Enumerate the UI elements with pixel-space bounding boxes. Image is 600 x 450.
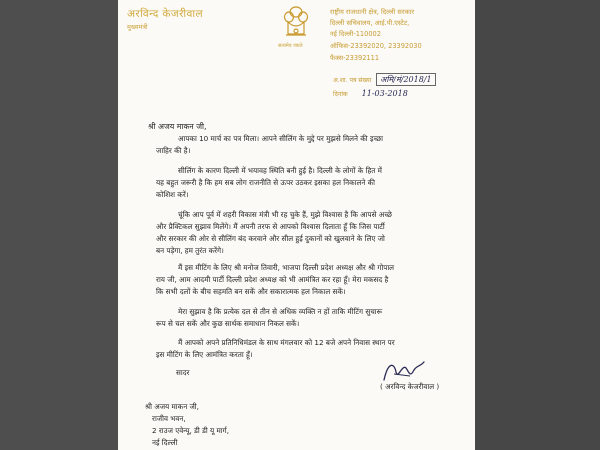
body-line: मैं आपको अपने प्रतिनिधिमंडल के साथ मंगलवार को 12 बजे अपने निवास स्थान पर [178,338,395,347]
body-line: रूप से चल सकें और कुछ सार्थक समाधान निकल सकें। [156,319,300,328]
letterhead-title: मुख्यमंत्री [127,23,148,31]
body-line: बन पड़ेगा, हम तुरंत करेंगे। [156,246,224,255]
reference-number [333,73,436,86]
recipient-address-line: नई दिल्ली [152,438,178,447]
reference-label: अ.शा. पत्र संख्या [333,77,372,84]
body-line: कि सभी दलों के बीच सहमति बन सकें और सकारात्मक हल निकाल सकें। [156,287,346,296]
body-line: कोशिश करें। [156,190,189,199]
address-line: दिल्ली सचिवालय, आई.पी.एस्टेट, [330,19,410,27]
body-line: चूंकि आप पूर्व में शहरी विकास मंत्री भी रह चुके हैं, मुझे विश्वास है कि आपसे अच्छे [178,210,392,219]
body-line: मेरा सुझाव है कि प्रत्येक दल से तीन से अधिक व्यक्ति न हों ताकि मीटिंग सुचारू [178,307,383,316]
body-line: और प्रैक्टिकल सुझाव मिलेंगे। मैं अपनी तरफ से आपको विश्वास दिलाता हूँ कि जिस पार्टी [156,222,385,231]
national-emblem-icon [283,4,309,46]
recipient-name: श्री अजय माकन जी, [145,402,199,411]
reference-date [333,89,408,98]
body-line: इस मीटिंग के लिए आमंत्रित करता हूँ। [156,350,253,359]
body-line: आपका 10 मार्च का पत्र मिला। आपने सीलिंग के मुद्दे पर मुझसे मिलने की इच्छा [178,134,384,143]
letterhead-name: अरविन्द केजरीवाल [127,8,203,20]
body-line: मैं इस मीटिंग के लिए श्री मनोज तिवारी, भाजपा दिल्ली प्रदेश अध्यक्ष और श्री गोपाल [178,263,395,272]
body-line: यह बहुत जरूरी है कि हम सब लोग राजनीति से ऊपर उठकर इसका हल निकालने की [156,178,376,187]
left-background [0,0,118,450]
letter-page [118,0,475,450]
date-label: दिनांक [333,91,348,98]
address-line: राष्ट्रीय राजधानी क्षेत्र, दिल्ली सरकार [330,8,415,16]
address-line: फैक्स-23392111 [330,54,380,62]
body-line: राय जी, आम आदमी पार्टी दिल्ली प्रदेश अध्यक्ष को भी आमंत्रित कर रहा हूँ। मेरा मकसद है [156,275,389,284]
body-line: और सरकार की ओर से सीलिंग बंद करवाने और सील हुई दुकानों को खुलवाने के लिए जो [156,234,385,243]
address-line: ऑफिस-23392020, 23392030 [330,42,422,50]
date-value: 11-03-2018 [361,89,408,98]
emblem-caption: सत्यमेव जयते [278,43,303,49]
body-line: जाहिर की है। [156,146,191,155]
recipient-address-line: राजीव भवन, [152,414,186,423]
address-line: नई दिल्ली-110002 [330,30,381,38]
recipient-address-line: 2 राउज एवेन्यू, डी डी यू मार्ग, [152,426,229,435]
body-line: सीलिंग के कारण दिल्ली में भयावह स्थिति बनी हुई है। दिल्ली के लोगों के हित में [178,166,382,175]
closing: सादर [176,368,190,377]
signatory-name: ( अरविन्द केजरीवाल ) [380,382,440,391]
salutation: श्री अजय माकन जी, [148,122,207,131]
reference-value: अमि/मं/2018/1 [376,73,435,86]
right-background [475,0,600,450]
